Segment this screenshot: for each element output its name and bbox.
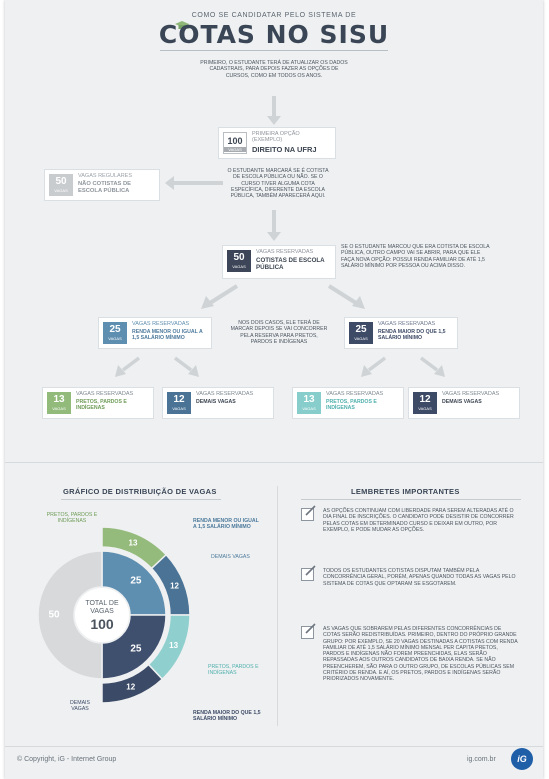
section-divider: [5, 462, 543, 463]
leaf-card-ppi-low: [43, 388, 153, 418]
header-subtitle: COMO SE CANDIDATAR PELO SISTEMA DE: [191, 12, 357, 19]
low-income-subtitle: RENDA MENOR OU IGUAL A 1,5 SALÁRIO MÍNIMO: [132, 329, 203, 341]
chart-center-label: TOTAL DE VAGAS: [85, 600, 119, 615]
footer-divider: [5, 746, 543, 747]
donut-value-regulares: 50: [48, 609, 60, 621]
reserved-unit: VAGAS: [232, 264, 246, 269]
arrow-down-right-icon: [173, 356, 199, 378]
distribution-donut-chart: [5, 500, 275, 740]
leaf-count: 12: [419, 394, 431, 405]
first-option-badge: [223, 132, 247, 154]
reserved-badge: [227, 250, 251, 272]
donut-value-demais-maior: 12: [126, 682, 136, 692]
regular-badge: [49, 174, 73, 196]
high-income-badge: [349, 322, 373, 344]
pencil-icon: [303, 504, 317, 518]
leaf-title: VAGAS RESERVADAS: [76, 391, 134, 397]
leaf-card-demais-low: [163, 388, 273, 418]
race-note: NOS DOIS CASOS, ELE TERÁ DE MARCAR DEPOIS SE VAI CONCORRER PELA RESERVA PARA PRETOS, PARDOS E INDÍGENAS: [230, 320, 328, 345]
high-income-unit: VAGAS: [354, 336, 368, 341]
leaf-unit: VAGAS: [302, 406, 316, 411]
leaf-subtitle: DEMAIS VAGAS: [196, 399, 236, 405]
donut-value-ppi-maior: 13: [169, 641, 179, 651]
arrow-down-left-icon: [361, 356, 387, 378]
first-option-title: PRIMEIRA OPÇÃO: [252, 131, 300, 137]
reserved-subtitle: COTISTAS DE ESCOLA PÚBLICA: [256, 257, 325, 271]
low-income-unit: VAGAS: [108, 336, 122, 341]
page-title: COTAS NO SISU: [158, 20, 390, 49]
arrow-down-right-icon: [419, 356, 445, 378]
label-ppi-top: PRETOS, PARDOS E INDÍGENAS: [46, 512, 98, 525]
footer-site-link[interactable]: ig.com.br: [467, 756, 496, 763]
leaf-badge: [297, 392, 321, 414]
reminder-text: AS VAGAS QUE SOBRAREM PELAS DIFERENTES CONCORRÊNCIAS DE COTAS SERÃO REDISTRIBUÍDAS. PRIMEIRO, DENTRO DO PRÓPRIO GRANDE GRUPO: POR EXEMPLO, SE 20 VAGAS DESTINADAS A COTISTAS COM RENDA FAMILIAR DE ATÉ 1,5 SALÁRIO MÍNIMO MENSAL PER CAPITA PRETOS, PARDOS E INDÍGENAS NÃO FOREM PREENCHIDAS, ELAS SERÃO REPASSADAS AOS OUTROS CANDIDATOS DE BAIXA RENDA. SE NÃO PREENCHEREM, SÃO PARA O OUTRO GRUPO, DE ESCOLAS PÚBLICAS SEM CRITÉRIO DE RENDA. E AÍ, OS PRETOS, PARDOS E INDÍGENAS SERÃO PRIORIZADOS NOVAMENTE.: [323, 626, 518, 683]
infographic-sheet: [5, 0, 543, 779]
donut-value-renda-maior: 25: [130, 643, 142, 655]
leaf-unit: VAGAS: [418, 406, 432, 411]
arrow-down-left-icon: [201, 284, 239, 310]
label-ppi-bottom: PRETOS, PARDOS E INDÍGENAS: [208, 664, 259, 677]
leaf-title: VAGAS RESERVADAS: [326, 391, 384, 397]
reminder-text: AS OPÇÕES CONTINUAM COM LIBERDADE PARA SEREM ALTERADAS ATÉ O DIA FINAL DE INSCRIÇÕES. O CANDIDATO PODE DESISTIR DE CONCORRER PELAS COTAS EM DETERMINADO CURSO E DEIXAR EM OUTRO, POR EXEMPLO, E PODE MUDAR AS OPÇÕES.: [323, 508, 514, 533]
reserved-card: [223, 246, 335, 278]
leaf-subtitle: PRETOS, PARDOS E INDÍGENAS: [326, 399, 377, 411]
arrow-down-icon: [267, 210, 281, 242]
leaf-badge: [167, 392, 191, 414]
low-income-card: [99, 318, 211, 348]
first-option-card: [219, 128, 335, 158]
title-divider: [160, 50, 388, 51]
pencil-icon: [303, 622, 317, 636]
label-renda-maior: RENDA MAIOR DO QUE 1,5 SALÁRIO MÍNIMO: [193, 710, 261, 723]
regular-title: VAGAS REGULARES: [78, 173, 132, 179]
leaf-badge: [413, 392, 437, 414]
leaf-count: 12: [173, 394, 185, 405]
leaf-title: VAGAS RESERVADAS: [442, 391, 500, 397]
reminders-heading: LEMBRETES IMPORTANTES: [351, 487, 460, 496]
leaf-unit: VAGAS: [52, 406, 66, 411]
regular-card: [45, 170, 159, 200]
regular-unit: VAGAS: [54, 188, 68, 193]
first-option-course: DIREITO NA UFRJ: [252, 145, 317, 154]
reminder-text: TODOS OS ESTUDANTES COTISTAS DISPUTAM TAMBÉM PELA CONCORRÊNCIA GERAL, PORÉM, APENAS QUANDO TODAS AS VAGAS PELO SISTEMA DE COTAS QUE OPTARAM SE ESGOTAREM.: [323, 568, 516, 587]
leaf-card-demais-high: [409, 388, 519, 418]
reserved-count: 50: [233, 252, 245, 263]
leaf-subtitle: PRETOS, PARDOS E INDÍGENAS: [76, 399, 127, 411]
label-demais-bottom: DEMAIS VAGAS: [70, 700, 90, 713]
intro-text: PRIMEIRO, O ESTUDANTE TERÁ DE ATUALIZAR OS DADOS CADASTRAIS, PARA DEPOIS FAZER AS OPÇÕES DE CURSOS, COMO EM TODOS OS ANOS.: [200, 60, 348, 79]
ig-logo-text: iG: [517, 754, 527, 764]
arrow-left-icon: [165, 176, 223, 190]
arrow-down-left-icon: [115, 356, 141, 378]
high-income-card: [345, 318, 457, 348]
label-demais-top: DEMAIS VAGAS: [211, 554, 250, 560]
leaf-subtitle: DEMAIS VAGAS: [442, 399, 482, 405]
label-renda-menor: RENDA MENOR OU IGUAL A 1,5 SALÁRIO MÍNIMO: [193, 518, 259, 531]
ig-logo[interactable]: [511, 748, 533, 770]
leaf-count: 13: [303, 394, 315, 405]
leaf-badge: [47, 392, 71, 414]
donut-value-renda-menor: 25: [130, 575, 142, 587]
footer-copyright: © Copyright, iG - Internet Group: [17, 756, 117, 763]
chart-heading: GRÁFICO DE DISTRIBUIÇÃO DE VAGAS: [63, 487, 217, 496]
reserved-title: VAGAS RESERVADAS: [256, 249, 314, 255]
high-income-title: VAGAS RESERVADAS: [378, 321, 436, 327]
chart-center-value: 100: [90, 616, 114, 632]
first-option-example: (EXEMPLO): [252, 137, 283, 143]
high-income-count: 25: [355, 324, 367, 335]
low-income-badge: [103, 322, 127, 344]
low-income-title: VAGAS RESERVADAS: [132, 321, 190, 327]
income-note: SE O ESTUDANTE MARCOU QUE ERA COTISTA DE ESCOLA PÚBLICA, OUTRO CAMPO VAI SE ABRIR, PARA QUE ELE FAÇA NOVA OPÇÃO: POSSUI RENDA FAMILIAR DE ATÉ 1,5 SALÁRIO MÍNIMO POR PESSOA OU ACIMA DISSO.: [341, 244, 490, 269]
low-income-count: 25: [109, 324, 121, 335]
donut-value-demais-menor: 12: [170, 581, 179, 591]
column-divider: [277, 486, 278, 726]
first-option-count: 100: [227, 136, 243, 146]
regular-count: 50: [55, 176, 67, 187]
pencil-icon: [303, 564, 317, 578]
arrow-down-icon: [267, 96, 281, 126]
high-income-subtitle: RENDA MAIOR DO QUE 1,5 SALÁRIO MÍNIMO: [378, 329, 446, 341]
first-option-unit: VAGAS: [224, 147, 246, 152]
reminders-heading-line: [301, 499, 521, 500]
leaf-card-ppi-high: [293, 388, 403, 418]
arrow-down-right-icon: [327, 284, 365, 310]
leaf-count: 13: [53, 394, 65, 405]
leaf-unit: VAGAS: [172, 406, 186, 411]
choice-note: O ESTUDANTE MARCARÁ SE É COTISTA DE ESCOLA PÚBLICA OU NÃO. SE O CURSO TIVER ALGUMA COTA ESPECÍFICA, DIFERENTE DA ESCOLA PÚBLICA, TAMBÉM APARECERÁ AQUI.: [227, 168, 329, 200]
donut-value-ppi-menor: 13: [128, 538, 138, 548]
leaf-title: VAGAS RESERVADAS: [196, 391, 254, 397]
regular-subtitle: NÃO COTISTAS DE ESCOLA PÚBLICA: [78, 181, 132, 194]
